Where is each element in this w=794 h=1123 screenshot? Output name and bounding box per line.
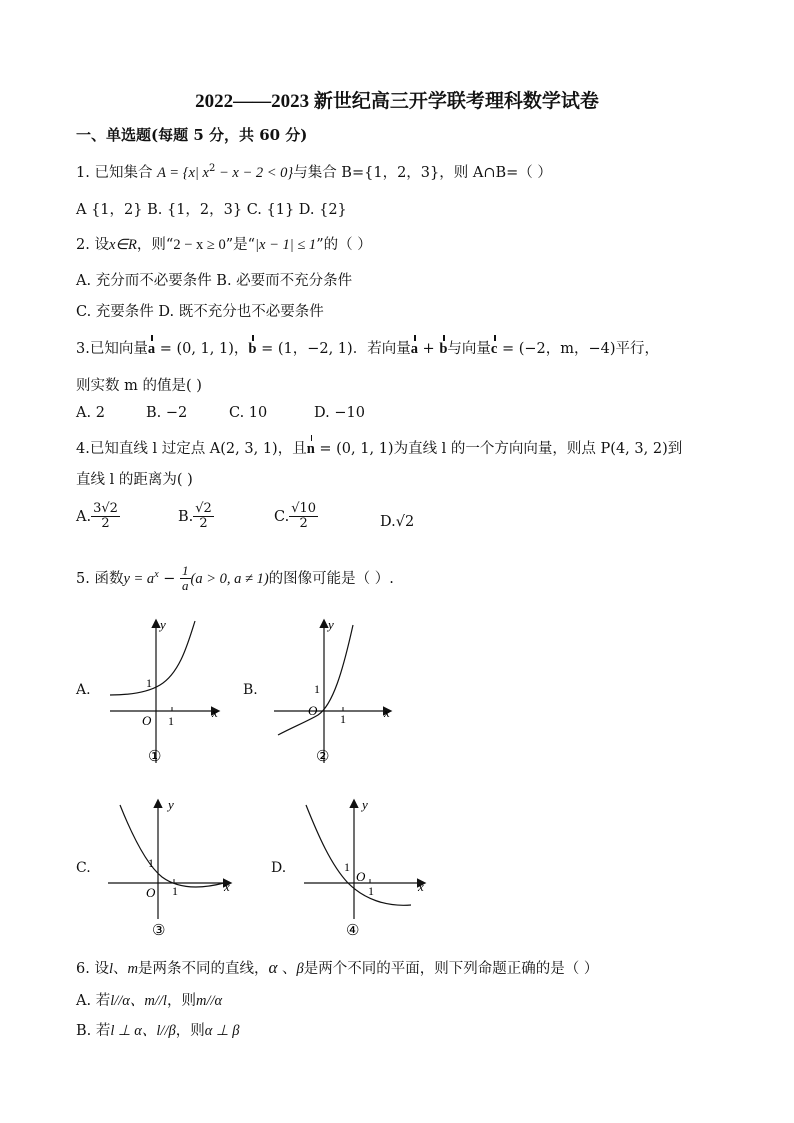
- graph-1: [100, 615, 230, 770]
- q6-option-b-math: l ⊥ α、l//β: [110, 1023, 176, 1039]
- q4-line1b: = (0, 1, 1)为直线 l 的一个方向向量，则点 P(4, 3, 2)到: [314, 441, 683, 457]
- q4-option-a: [76, 502, 120, 532]
- q6-option-b-tail: ，则: [175, 1023, 205, 1039]
- q6-l: l: [108, 961, 113, 977]
- tick-x-label: 1: [172, 884, 178, 898]
- q5-cond: (a > 0, a ≠ 1): [190, 570, 269, 587]
- origin-label: O: [308, 703, 318, 718]
- q6-sep2: 、: [277, 961, 297, 977]
- graph-4: [296, 795, 431, 945]
- q2-x-in-r: x∈R: [108, 237, 137, 253]
- q4-option-d: [380, 514, 414, 530]
- q2-options-a: A. 充分而不必要条件 B. 必要而不充分条件: [76, 273, 353, 289]
- tick-y-label: 1: [146, 676, 152, 690]
- q1-mid: 与集合 B={1，2，3}，则 A∩B=（ ）: [293, 165, 552, 181]
- x-label: x: [224, 879, 230, 894]
- q6-sep1: 、: [112, 961, 128, 977]
- origin-label: O: [356, 869, 366, 884]
- graph-3: [102, 795, 237, 945]
- q4-option-b-label: B.: [178, 508, 194, 525]
- y-label: y: [328, 617, 334, 632]
- q5-frac-num: 1: [182, 563, 189, 578]
- q3-b-val: = (1，−2, 1)．若向量: [256, 341, 411, 357]
- q5-tail: 的图像可能是（ ）.: [268, 570, 394, 587]
- q1-sup: 2: [208, 163, 216, 175]
- question-2: [76, 233, 372, 254]
- q4-option-c: [274, 502, 318, 532]
- q5-func-minus: −: [158, 570, 181, 587]
- graph-2: [268, 615, 398, 770]
- question-6: [76, 957, 598, 978]
- q5-func-sup: x: [154, 568, 159, 580]
- tick-y-label: 1: [314, 682, 320, 696]
- q4-option-a-den: 2: [101, 516, 110, 532]
- q4-option-b-den: 2: [199, 516, 208, 532]
- q2-cond1: 2 − x ≥ 0: [173, 237, 226, 253]
- vector-a: a: [147, 341, 156, 357]
- q3-plus: +: [417, 341, 440, 357]
- q1-set-a: A = {x| x: [157, 165, 209, 181]
- q6-option-b: [76, 1019, 239, 1040]
- graph-b-letter: B.: [243, 682, 258, 698]
- tick-x-label: 1: [340, 712, 346, 726]
- q6-option-a: [76, 989, 222, 1010]
- question-4: [76, 437, 682, 458]
- graph-caption: ③: [152, 923, 166, 939]
- q6-option-b-res: α ⊥ β: [204, 1023, 240, 1039]
- y-label: y: [160, 617, 166, 632]
- q5-frac-den: a: [182, 578, 189, 594]
- q3-c-val: = (−2，m，−4)平行，: [497, 341, 660, 357]
- graph-a-letter: A.: [76, 682, 91, 698]
- q2-text-b: ，则“: [136, 237, 174, 253]
- graph-caption: ④: [346, 923, 360, 939]
- vector-b-sum: b: [439, 341, 448, 357]
- q6-option-a-math: l//α、m//l: [110, 993, 167, 1009]
- tick-y-label: 1: [148, 856, 154, 870]
- q3-option-a: A. 2: [76, 405, 105, 421]
- q3-option-b: B. −2: [146, 405, 188, 421]
- tick-x-label: 1: [168, 714, 174, 728]
- q4-line1a: 4.已知直线 l 过定点 A(2, 3, 1)，且: [76, 441, 307, 457]
- graph-c-letter: C.: [76, 860, 91, 876]
- vector-n: n: [306, 441, 315, 457]
- q4-option-c-den: 2: [299, 516, 308, 532]
- q2-options-b: C. 充要条件 D. 既不充分也不必要条件: [76, 304, 324, 320]
- q4-option-c-label: C.: [274, 508, 290, 525]
- q6-option-a-res: m//α: [195, 993, 223, 1009]
- q6-tail: 是两个不同的平面，则下列命题正确的是（ ）: [303, 961, 599, 977]
- q2-text-d: ”的（ ）: [316, 237, 372, 253]
- curve: [306, 805, 411, 905]
- q1-options: A {1，2} B. {1，2，3} C. {1} D. {2}: [76, 202, 347, 218]
- q2-text-c: ”是“: [225, 237, 256, 253]
- q6-option-a-tail: ，则: [166, 993, 196, 1009]
- curve: [110, 621, 195, 695]
- q4-option-b: [178, 502, 214, 532]
- q6-alpha: α: [268, 958, 278, 977]
- q4-option-d-val: √2: [395, 514, 415, 530]
- q4-line2: 直线 l 的距离为( ): [76, 472, 193, 488]
- q2-text-a: 2. 设: [76, 237, 109, 253]
- section-heading: 一、单选题(每题 5 分，共 60 分): [76, 126, 308, 144]
- q2-cond2: |x − 1| ≤ 1: [255, 237, 317, 253]
- vector-c: c: [490, 341, 498, 357]
- q3-lead: 3.已知向量: [76, 341, 148, 357]
- q1-lead: 1. 已知集合: [76, 165, 158, 181]
- vector-b: b: [248, 341, 257, 357]
- q6-mid: 是两条不同的直线，: [137, 961, 269, 977]
- q6-lead: 6. 设: [76, 961, 109, 977]
- q3-option-c: C. 10: [229, 405, 268, 421]
- y-label: y: [168, 797, 174, 812]
- tick-x-label: 1: [368, 884, 374, 898]
- q6-beta: β: [296, 961, 304, 977]
- graph-caption: ②: [316, 749, 330, 765]
- curve: [120, 805, 224, 887]
- q4-option-d-label: D.: [380, 514, 396, 530]
- q4-option-a-num: 3√2: [93, 501, 118, 516]
- q1-set-a-tail: − x − 2 < 0}: [215, 165, 294, 181]
- q4-option-a-label: A.: [76, 508, 92, 525]
- q6-m: m: [127, 961, 138, 977]
- q3-option-d: D. −10: [314, 405, 365, 421]
- question-1: [76, 161, 552, 182]
- q3-a-val: = (0, 1, 1)，: [155, 341, 249, 357]
- graph-caption: ①: [148, 749, 162, 765]
- q5-func-left: y = a: [123, 570, 155, 587]
- page-title: 2022——2023 新世纪高三开学联考理科数学试卷: [195, 91, 599, 112]
- q4-option-b-num: √2: [195, 501, 212, 516]
- x-label: x: [384, 705, 390, 720]
- q6-option-a-label: A. 若: [76, 993, 111, 1009]
- q6-option-b-label: B. 若: [76, 1023, 111, 1039]
- q3-line2: 则实数 m 的值是( ): [76, 378, 202, 394]
- question-5: [76, 564, 394, 594]
- x-label: x: [212, 705, 218, 720]
- q3-with: 与向量: [447, 341, 491, 357]
- y-label: y: [362, 797, 368, 812]
- q4-option-c-num: √10: [291, 501, 317, 516]
- graph-d-letter: D.: [271, 860, 287, 876]
- origin-label: O: [142, 713, 152, 728]
- origin-label: O: [146, 885, 156, 900]
- tick-y-label: 1: [344, 860, 350, 874]
- question-3: [76, 337, 659, 358]
- vector-a-sum: a: [410, 341, 418, 357]
- x-label: x: [418, 879, 424, 894]
- q5-lead: 5. 函数: [76, 570, 124, 587]
